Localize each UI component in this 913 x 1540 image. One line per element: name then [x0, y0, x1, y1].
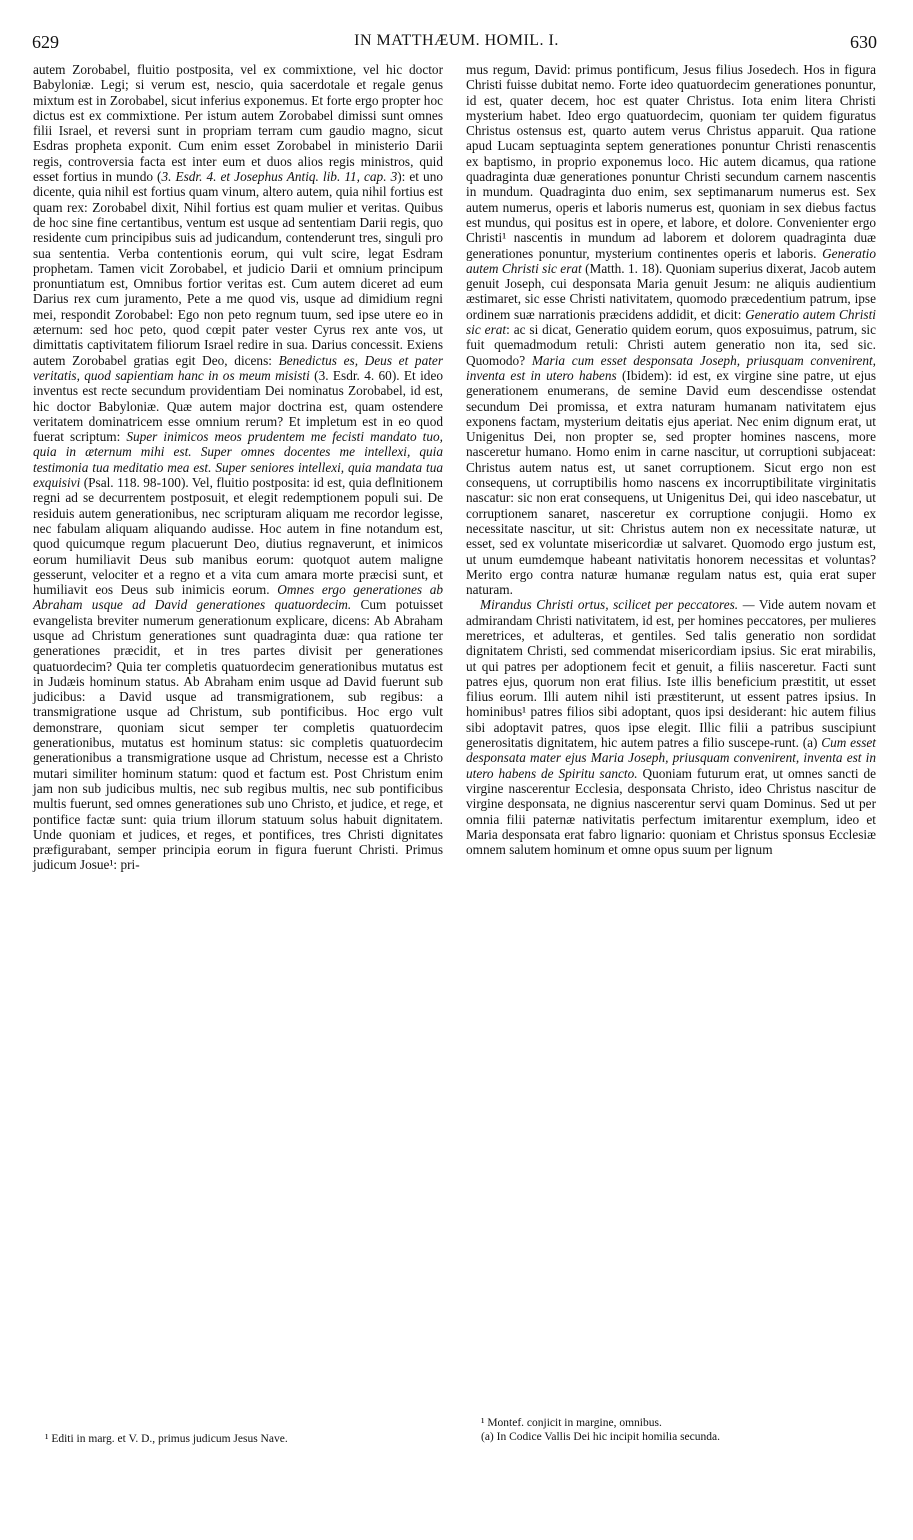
page-number-right: 630 — [850, 32, 877, 52]
text-run: (3. Esdr. 4. 60). Et ideo inventus est recte secundum providentiam Dei nominatus Zorobabel, id est, hic doctor Babyloniæ. Quæ autem major doctrina est, quam ostendere veritatem dominatricem esse omnium rerum? Et impletum est in eo quod fuerat scriptum: — [33, 367, 443, 445]
text-run: autem Zorobabel, fluitio postposita, vel ex commixtione, vel hic doctor Babyloniæ. Legi; si verum est, nescio, quia sacerdotale et regale genus mixtum est in Zorobabel, sicut inferius exponemus. Et forte ergo propter hoc dictus est ex commixtione. Per istum autem Zorobabel dimissi sunt omnes filii Israel, et reversi sunt in propriam terram cum gaudio magno, sicut Esdras propheta exponit. Cum enim esset Zorobabel in ministerio Darii regis, controversia facta est inter eum et duos alios regis ministros, quid esset fortius in mundo ( — [33, 62, 443, 185]
scripture-quote: Cum esset desponsata mater ejus Maria Joseph, priusquam convenirent, inventa est in utero habens de Spiritu sancto. — [466, 735, 876, 781]
footnotes-right — [481, 1416, 891, 1444]
scripture-quote: Benedictus es, Deus et pater veritatis, quod sapientiam hanc in os meum misisti — [33, 352, 443, 383]
text-run: (Matth. 1. 18). Quoniam superius dixerat, Jacob autem genuit Joseph, cui desponsata Maria genuit Jesum: ne aliquis audientium æstimaret, sic esse Christi nativitatem, quomodo præcedentium patrum, ipse ordinem suæ narrationis præcidens addidit, et dicit: — [466, 260, 876, 322]
footnote: ¹ Editi in marg. et V. D., primus judicum Jesus Nave. — [45, 1433, 288, 1445]
text-run: Cum potuisset evangelista breviter numerum generationum explicare, dicens: Ab Abraham usque ad Christum generationes sunt quadraginta duæ: qua ratione ter generationes præcidit, et in tres partes divisit per generationes quatuordecim? Quia ter completis quatuordecim generationibus mutatus est in Judæis hominum status. Ab Abraham enim usque ad David fuerunt sub judicibus: a David usque ad transmigrationem, sub regibus: a transmigratione usque ad Christum, sub pontificibus. Hoc ergo vult demonstrare, quoniam sicut semper ter completis quatuordecim generationibus, mutatus est hominum status: sic completis quatuordecim generationibus a transmigratione usque ad Christum, necesse est a Christo mutari similiter hominum statum: quod et factum est. Post Christum enim jam non sub judicibus multis, nec sub regibus multis, nec sub pontificibus multis fuerunt, sed omnes generationes sub uno Christo, et judice, et rege, et pontifice factæ sunt: quia trium illorum statuum solus habuit dignitatem. Unde quoniam et judices, et reges, et pontifices, tres Christi dignitates præfigurabant, semper principia eorum in figura fuerunt Christi. Primus judicum Josue¹: pri- — [33, 597, 443, 873]
text-run: mus regum, David: primus pontificum, Jesus filius Josedech. Hos in figura Christi fuisse dubitat nemo. Forte ideo quatuordecim generationes ponuntur, id est, quater decem, hoc est quater Christus. Iota enim litera Christi mysterium habet. Ideo ergo quatuordecim, quoniam ter quidem figuratus Christus ostensus est, quarto autem verus Christus apparuit. Qua ratione apud Lucam septuaginta septem generationes ponuntur Christi renascentis ex baptismo, in proprio exponemus loco. Hic autem dicamus, qua ratione quadraginta duæ generationes ponuntur Christi secundum carnem nascentis in mundum. Quadraginta duo enim, sex septimanarum numerus est. Sex autem numerus, operis et laboris numerus est, quoniam in sex diebus factus est mundus, qui positus est in opere, et labore, et dolore. Convenienter ergo Christi¹ nascentis in mundum ad laborem et dolorem quadraginta duæ generationes ponuntur, mysterium continentes operis et laboris. — [466, 62, 876, 261]
left-column — [33, 62, 443, 873]
text-run: : ac si dicat, Generatio quidem eorum, quos exposuimus, patrum, sic fuit quemadmodum retuli: Christi autem generatio non ita, sed sic. Quomodo? — [466, 322, 876, 368]
page-number-left: 629 — [32, 32, 59, 52]
text-run: (Ibidem): id est, ex virgine sine patre, ut ejus generationem enumerans, de semine David eum descendisse ostendat secundum Dei promissa, et extra naturam humanam nativitatem ejus exponens factam, mysterium deitatis ejus aperiat. Nec enim dignum erat, ut Unigenitus Dei, non propter se, sed propter homines nascens, more nasceretur humano. Homo enim in carne nascitur, ut corruptioni subjaceat: Christus autem natus est, ut sanet corruptionem. Sicut ergo non est consequens, ut corruptibilis homo nascens ex incorruptibilitate virginitatis nascatur: sic non erat consequens, ut Unigenitus Dei, qui ideo nascebatur, ut corruptionem sanaret, nasceretur ex corruptione conjugii. Homo ex necessitate nascitur, ut sit: Christus autem non ex necessitate naturæ, ut esset, sed ex voluntate misericordiæ ut salvaret. Quomodo ergo justum est, ut unum eumdemque habeant nativitatis honorem necessitas et voluntas? Merito ergo contra naturæ humanæ regulam natus est, quia erat super naturam. — [466, 367, 877, 598]
text-run: (Psal. 118. 98-100). Vel, fluitio postposita: id est, quia deflnitionem regni ad se decurrentem postposuit, et elegit redemptionem populi sui. De residuis autem generationibus, nec scripturam aliquam me recordor legisse, nec fabulam aliquam aliquando audisse. Hoc autem in fine notandum est, quod quicumque regum placuerunt Deo, diutius regnaverunt, et inimicos eorum humiliavit Deus sub manibus eorum: quotquot autem maligne gesserunt, velociter et a regno et a vita cum amara morte præcisi sunt, et humiliavit eos Deus sub inimicis eorum. — [33, 475, 443, 598]
running-title: IN MATTHÆUM. HOMIL. I. — [354, 32, 559, 49]
text-run: Vide autem novam et admirandam Christi nativitatem, id est, per homines peccatores, per mulieres meretrices, et adulteras, et gentiles. Sed talis generatio non sordidat dignitatem Christi, sed commendat misericordiam ipsius. Sic erat mirabilis, ut qui patres per adoptionem fecit et genuit, a filiis nasceretur. Facti sunt patres ejus, quorum non erat filius. Iste illis beneficium præstitit, ut esset filius eorum. Illi autem nihil isti præstiterunt, ut essent patres ipsius. In hominibus¹ patres filios sibi adoptant, quos ipsi desiderant: hic autem filius sibi adoptavit patres, quos ipse elegit. Illic filii a patribus suscipiunt generositatis dignitatem, hic autem patres a filio suscepe-runt. — [466, 597, 876, 751]
scripture-quote: Maria cum esset desponsata Joseph, priusquam convenirent, inventa est in utero habens — [466, 352, 876, 383]
footnote: ¹ Montef. conjicit in margine, omnibus. — [481, 1417, 662, 1429]
right-paragraph — [466, 62, 876, 597]
scripture-quote: Generatio autem Christi sic erat — [466, 306, 876, 338]
text-run: ): et uno dicente, quia nihil est fortius quam vinum, altero autem, quia nihil fortius est quam rex: Zorobabel dixit, Nihil fortius est quam mulier et veritas. Quibus de hoc sine fine certantibus, ventum est usque ad sententiam Darii regis, quo residente cum principibus suis ad judicandum, contenderunt tres, singuli pro sua sententia. Verba contentionis eorum, qui vult scire, legat Esdram prophetam. Tamen vicit Zorobabel, et judicio Darii et omnium principum pronuntiatum est, Omnibus fortior veritas est. Cum autem diceret ad eum Darius rex cum juramento, Pete a me quod vis, usque ad dimidium regni mei, respondit Zorobabel: Ego non peto regnum tuum, sed ipse utere eo in æternum: sed hoc peto, quod cœpit pater vester Cyrus rex ante vos, ut dimittatis captivitatem filiorum Israel redire in sua. Darius concessit. Exiens autem Zorobabel gratias egit Deo, dicens: — [33, 169, 443, 368]
footnote-left — [45, 1432, 455, 1446]
right-column — [466, 62, 876, 857]
footnote: (a) In Codice Vallis Dei hic incipit homilia secunda. — [481, 1431, 720, 1443]
text-run: Quoniam futurum erat, ut omnes sancti de virgine nascerentur Ecclesia, desponsata Christo, ideo Christus nascitur de virgine desponsata, ne dignius nascerentur servi quam Dominus. Sed ut per omnia filii paternæ nativitatis perfectum imitarentur exemplum, ideo et Maria desponsata erat fabro lignario: quoniam et Christus sponsus Ecclesiæ omnem salutem hominum et omne opus suum per lignum — [466, 765, 876, 858]
note-marker: (a) — [802, 735, 822, 751]
section-heading: Mirandus Christi ortus, scilicet per peccatores. — — [480, 597, 755, 613]
scripture-quote: Omnes ergo generationes ab Abraham usque ad David generationes quatuordecim. — [33, 582, 443, 613]
scripture-quote: Generatio autem Christi sic erat — [466, 245, 876, 276]
right-paragraph — [466, 597, 876, 857]
left-paragraph — [33, 62, 443, 873]
scripture-quote: Super inimicos meos prudentem me fecisti mandato tuo, quia in æternum mihi est. Super omnes docentes me intellexi, quia testimonia tua meditatio mea est. Super seniores intellexi, quia mandata tua exquisivi — [33, 429, 443, 491]
citation: 3. Esdr. 4. et Josephus Antiq. lib. 11, cap. 3 — [161, 169, 398, 185]
